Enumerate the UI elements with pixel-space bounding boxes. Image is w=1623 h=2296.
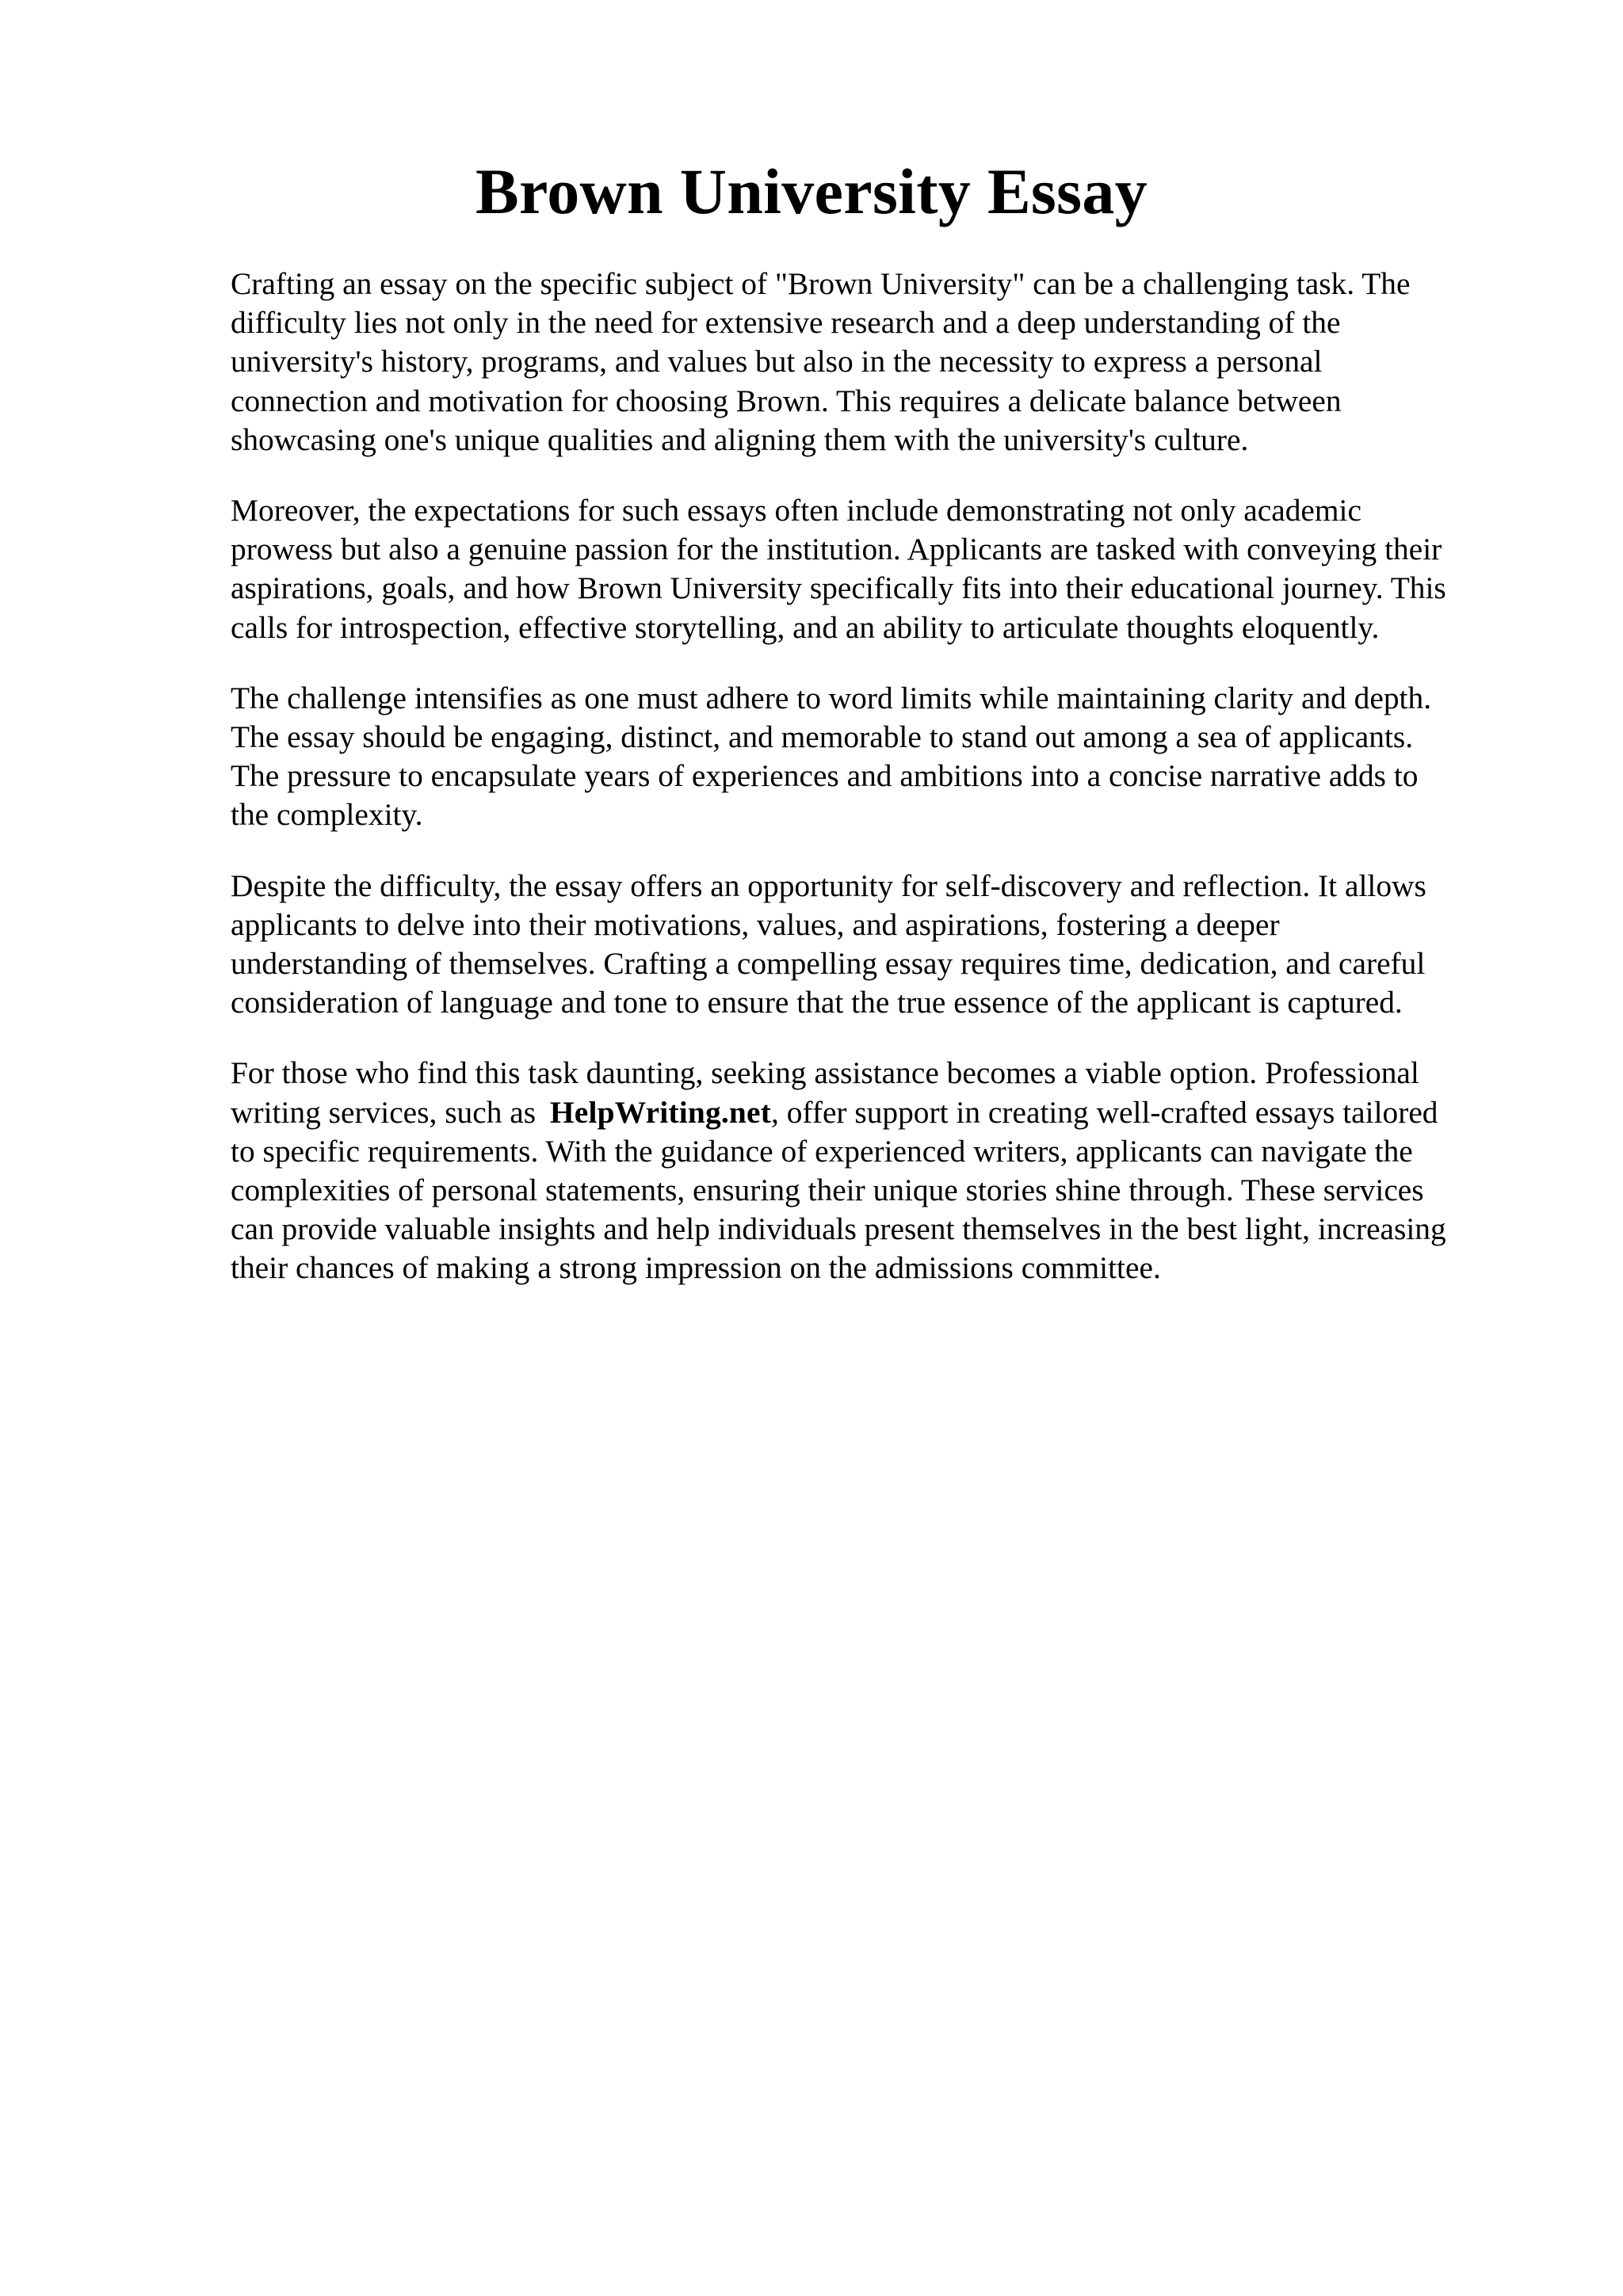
text-line: The challenge intensifies as one must adhere to word limits while maintaining clarity and depth. [231, 680, 1432, 715]
text-line: For those who find this task daunting, seeking assistance becomes a viable option. Professional [231, 1055, 1419, 1091]
text-line: calls for introspection, effective storytelling, and an ability to articulate thoughts eloquently. [231, 609, 1380, 645]
paragraph-2 [231, 491, 1530, 647]
paragraph-1 [231, 265, 1530, 460]
text-line: difficulty lies not only in the need for extensive research and a deep understanding of the [231, 305, 1341, 341]
text-line: aspirations, goals, and how Brown University specifically fits into their educational journey. This [231, 570, 1446, 606]
text-line: complexities of personal statements, ensuring their unique stories shine through. These services [231, 1173, 1424, 1208]
text-line: prowess but also a genuine passion for the institution. Applicants are tasked with conveying their [231, 532, 1442, 567]
text-line: Crafting an essay on the specific subject of "Brown University" can be a challenging task. The [231, 266, 1411, 301]
essay-body [231, 265, 1530, 1320]
page-title: Brown University Essay [475, 155, 1148, 227]
paragraph-3 [231, 679, 1530, 835]
text-line: connection and motivation for choosing Brown. This requires a delicate balance between [231, 383, 1342, 418]
text-line: Moreover, the expectations for such essays often include demonstrating not only academic [231, 493, 1361, 528]
text-fragment: , offer support in creating well-crafted essays tailored [771, 1094, 1438, 1130]
text-line: their chances of making a strong impression on the admissions committee. [231, 1250, 1161, 1286]
text-line: the complexity. [231, 797, 423, 833]
text-line: consideration of language and tone to ensure that the true essence of the applicant is captured. [231, 985, 1403, 1020]
helpwriting-link[interactable]: HelpWriting.net [549, 1094, 772, 1130]
text-line: understanding of themselves. Crafting a compelling essay requires time, dedication, and careful [231, 946, 1426, 982]
paragraph-5 [231, 1054, 1530, 1287]
text-line: university's history, programs, and values but also in the necessity to express a personal [231, 344, 1323, 379]
text-line: Despite the difficulty, the essay offers an opportunity for self-discovery and reflection. It allows [231, 868, 1426, 903]
paragraph-4 [231, 867, 1530, 1023]
text-line: can provide valuable insights and help individuals present themselves in the best light, increasing [231, 1211, 1446, 1247]
text-line-with-link [231, 1093, 1530, 1132]
text-line: applicants to delve into their motivations, values, and aspirations, fostering a deeper [231, 906, 1280, 942]
text-line: The pressure to encapsulate years of experiences and ambitions into a concise narrative adds to [231, 758, 1419, 794]
text-fragment: writing services, such as [231, 1094, 537, 1130]
text-line: to specific requirements. With the guidance of experienced writers, applicants can navigate the [231, 1133, 1413, 1169]
text-line: The essay should be engaging, distinct, and memorable to stand out among a sea of applicants. [231, 719, 1414, 755]
text-line: showcasing one's unique qualities and aligning them with the university's culture. [231, 421, 1249, 457]
